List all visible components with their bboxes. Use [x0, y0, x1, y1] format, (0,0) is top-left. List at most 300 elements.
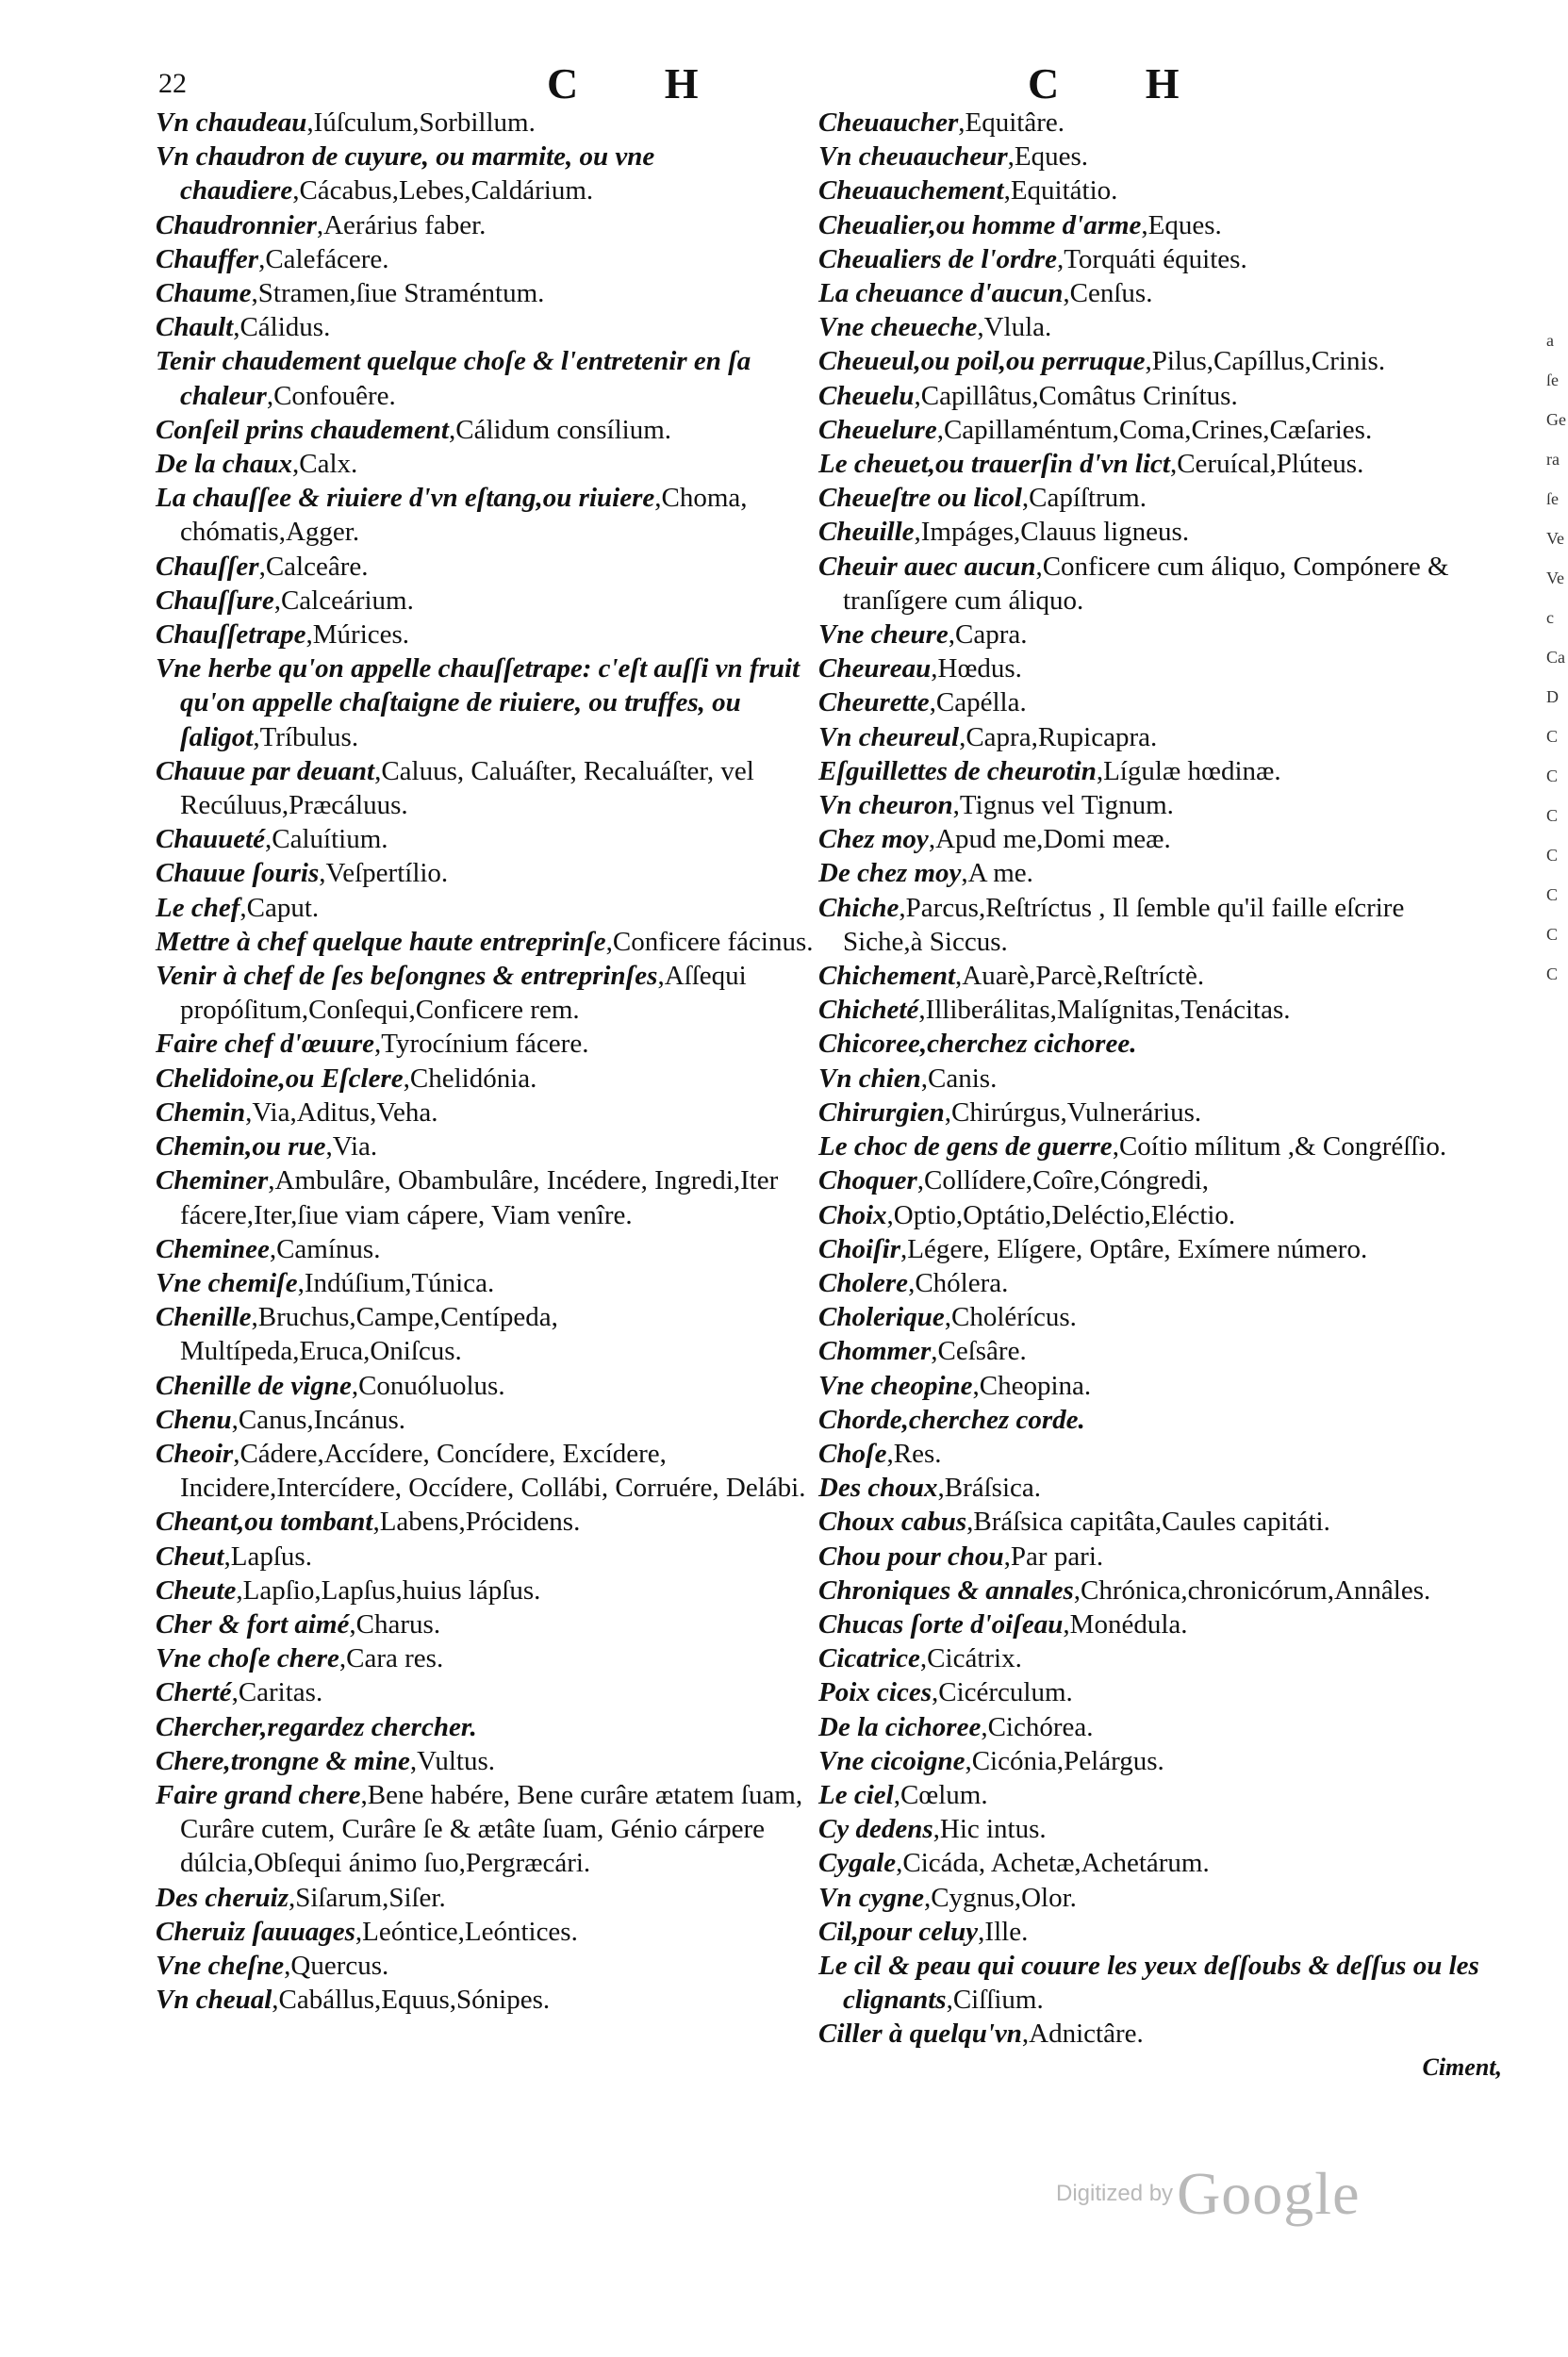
dictionary-entry: Faire chef d'œuure,Tyrocínium fácere.: [156, 1029, 589, 1060]
margin-fragment: ſe: [1546, 489, 1559, 508]
dictionary-entry: Cheueſtre ou licol,Capíſtrum.: [818, 483, 1147, 514]
dictionary-entry: Vn cheuron,Tignus vel Tignum.: [818, 790, 1174, 821]
entry-headword: Chauſſure: [156, 585, 274, 616]
entry-headword: Chirurgien: [818, 1096, 945, 1128]
entry-latin-gloss: Auarè,Parcè,Reſtríctè.: [962, 961, 1205, 992]
entry-headword: Vn cheuaucheur: [818, 141, 1008, 173]
entry-headword: Chauffer: [156, 243, 259, 274]
entry-latin-gloss: Parcus,Reſtríctus , Il ſemble qu'il faille eſcrire Siche,à Siccus.: [843, 892, 1405, 957]
entry-latin-gloss: Bruchus,Campe,Centípeda, Multípeda,Eruca,Oniſcus.: [180, 1302, 558, 1367]
entry-latin-gloss: A me.: [967, 858, 1033, 889]
entry-latin-gloss: Cálidus.: [239, 312, 331, 343]
margin-fragment: c: [1546, 608, 1554, 627]
entry-latin-gloss: Eques.: [1147, 209, 1222, 240]
entry-latin-gloss: Capíſtrum.: [1029, 483, 1147, 514]
entry-latin-gloss: Hœdus.: [937, 653, 1022, 684]
entry-headword: Chauueté: [156, 824, 266, 855]
dictionary-entry: Chere,trongne & mine,Vultus.: [156, 1745, 496, 1776]
entry-headword: Mettre à chef quelque haute entreprinſe: [156, 926, 606, 957]
dictionary-entry: Cheute,Lapſio,Lapſus,huius lápſus.: [156, 1574, 541, 1606]
dictionary-entry: Chauffer,Calefácere.: [156, 243, 389, 274]
entry-latin-gloss: Cicátrix.: [927, 1643, 1022, 1674]
entry-latin-gloss: Légere, Elígere, Optâre, Exímere número.: [907, 1233, 1368, 1264]
dictionary-entry: Cygale,Cicáda, Achetæ,Achetárum.: [818, 1848, 1210, 1879]
entry-headword: Choix: [818, 1199, 887, 1230]
entry-headword: Cherté: [156, 1677, 232, 1708]
dictionary-entry: Vne herbe qu'on appelle chauſſetrape: c'eſt auſſi vn fruit qu'on appelle chaſtaigne de riuiere, ou truffes, ou ſaligot,Tríbulus.: [156, 653, 801, 752]
entry-headword: Cheuauchement: [818, 175, 1004, 206]
dictionary-entry: Chiche,Parcus,Reſtríctus , Il ſemble qu'il faille eſcrire Siche,à Siccus.: [818, 892, 1405, 957]
entry-headword: Poix cices: [818, 1677, 932, 1708]
dictionary-entry: Cheuelure,Capillaméntum,Coma,Crines,Cæſaries.: [818, 414, 1373, 445]
dictionary-entry: Chemin,Via,Aditus,Veha.: [156, 1096, 438, 1128]
entry-headword: Vn chien: [818, 1063, 921, 1094]
dictionary-entry: Chelidoine,ou Eſclere,Chelidónia.: [156, 1063, 537, 1094]
entry-headword: Chez moy: [818, 824, 929, 855]
entry-latin-gloss: Ciſſium.: [952, 1985, 1044, 2016]
dictionary-entry: [818, 1027, 1483, 1061]
entry-latin-gloss: Chrónica,chronicórum,Annâles.: [1081, 1574, 1431, 1606]
dictionary-entry: Cholerique,Cholérícus.: [818, 1302, 1077, 1333]
margin-fragment: C: [1546, 806, 1559, 825]
dictionary-entry: Choix,Optio,Optátio,Deléctio,Eléctio.: [818, 1199, 1236, 1230]
entry-latin-gloss: Equitâre.: [965, 107, 1065, 138]
entry-latin-gloss: Adnictâre.: [1029, 2019, 1144, 2050]
dictionary-entry: Vne choſe chere,Cara res.: [156, 1643, 444, 1674]
entry-latin-gloss: Collídere,Coîre,Cóngredi,: [924, 1165, 1210, 1196]
margin-fragment: C: [1546, 925, 1559, 944]
dictionary-entry: Cheoir,Cádere,Accídere, Concídere, Excídere, Incidere,Intercídere, Occídere, Collábi, Corruére, Delábi.: [156, 1438, 806, 1504]
entry-latin-gloss: Vultus.: [417, 1745, 496, 1776]
entry-latin-gloss: Iúſculum,Sorbillum.: [313, 107, 536, 138]
dictionary-entry: Vn cheureul,Capra,Rupicapra.: [818, 721, 1158, 752]
entry-latin-gloss: Torquáti équites.: [1064, 243, 1247, 274]
entry-latin-gloss: Capra,Rupicapra.: [966, 721, 1158, 752]
entry-latin-gloss: Conficere fácinus.: [612, 926, 814, 957]
entry-latin-gloss: Ambulâre, Obambulâre, Incédere, Ingredi,Iter fácere,Iter,ſiue viam cápere, Viam venîre.: [180, 1165, 779, 1230]
entry-latin-gloss: Cicónia,Pelárgus.: [971, 1745, 1164, 1776]
entry-headword: Cheureau: [818, 653, 932, 684]
entry-headword: Chou pour chou: [818, 1541, 1004, 1572]
entry-headword: Cheminee: [156, 1233, 270, 1264]
margin-fragment: C: [1546, 846, 1559, 865]
running-head-right: C H: [1028, 59, 1217, 107]
entry-headword: Vne choſe chere: [156, 1643, 339, 1674]
entry-headword: Le cheuet,ou trauerſin d'vn lict: [818, 449, 1170, 480]
entry-headword: Cheuelure: [818, 414, 937, 445]
entry-latin-gloss: Via,Aditus,Veha.: [252, 1096, 438, 1128]
dictionary-entry: Cicatrice,Cicátrix.: [818, 1643, 1022, 1674]
entry-latin-gloss: Lapſus.: [230, 1541, 312, 1572]
entry-headword: Cher & fort aimé: [156, 1608, 350, 1640]
margin-fragment: ſe: [1546, 371, 1559, 389]
entry-headword: Chault: [156, 312, 234, 343]
entry-headword: Cheurette: [818, 687, 930, 718]
entry-headword: Cheueul,ou poil,ou perruque: [818, 346, 1146, 377]
entry-headword: Chiche: [818, 892, 900, 923]
dictionary-entry: La chauſſee & riuiere d'vn eſtang,ou riuiere,Choma, chómatis,Agger.: [156, 483, 748, 548]
adjacent-page-margin-fragments: [1546, 321, 1568, 994]
catchword: Ciment,: [1422, 2053, 1502, 2081]
entry-headword: Cygale: [818, 1848, 897, 1879]
entry-latin-gloss: Impáges,Clauus ligneus.: [920, 517, 1190, 548]
dictionary-entry: Le ciel,Cœlum.: [818, 1779, 988, 1810]
dictionary-entry: Cheuir auec aucun,Conficere cum áliquo, Compónere & tranſígere cum áliquo.: [818, 551, 1449, 616]
dictionary-entry: Vne cheſne,Quercus.: [156, 1950, 389, 1981]
dictionary-entry: Cheureau,Hœdus.: [818, 653, 1022, 684]
margin-fragment: C: [1546, 885, 1559, 904]
dictionary-entry: Choux cabus,Bráſsica capitâta,Caules capitáti.: [818, 1507, 1330, 1538]
dictionary-entry: Cheuaucher,Equitâre.: [818, 107, 1065, 138]
entry-latin-gloss: Bráſsica.: [944, 1473, 1041, 1504]
entry-headword: Chommer: [818, 1336, 932, 1367]
dictionary-entry: Chroniques & annales,Chrónica,chronicórum,Annâles.: [818, 1574, 1431, 1606]
entry-headword: Cheualiers de l'ordre: [818, 243, 1057, 274]
dictionary-entry: Cheruiz ſauuages,Leóntice,Leóntices.: [156, 1916, 578, 1947]
entry-latin-gloss: Chelidónia.: [409, 1063, 537, 1094]
entry-latin-gloss: Calceárium.: [280, 585, 414, 616]
entry-latin-gloss: Tyrocínium fácere.: [381, 1029, 589, 1060]
entry-headword: Faire chef d'œuure: [156, 1029, 374, 1060]
dictionary-entry: Cheminer,Ambulâre, Obambulâre, Incédere, Ingredi,Iter fácere,Iter,ſiue viam cápere, Viam venîre.: [156, 1165, 779, 1230]
dictionary-entry: De chez moy,A me.: [818, 858, 1033, 889]
entry-headword: Chaume: [156, 278, 252, 309]
dictionary-entry: Chirurgien,Chirúrgus,Vulnerárius.: [818, 1096, 1202, 1128]
entry-headword: Cheuelu: [818, 380, 915, 411]
entry-latin-gloss: Monédula.: [1069, 1608, 1188, 1640]
dictionary-entry: Cheut,Lapſus.: [156, 1541, 312, 1572]
entry-latin-gloss: Ille.: [984, 1916, 1029, 1947]
entry-latin-gloss: Lapſio,Lapſus,huius lápſus.: [242, 1574, 541, 1606]
entry-headword: Ciller à quelqu'vn: [818, 2019, 1022, 2050]
entry-latin-gloss: Calceâre.: [265, 551, 369, 582]
entry-latin-gloss: Ceſsâre.: [937, 1336, 1027, 1367]
entry-headword: Vne herbe qu'on appelle chauſſetrape: c'eſt auſſi vn fruit qu'on appelle chaſtaigne de riuiere, ou truffes, ou ſaligot: [156, 653, 801, 752]
entry-headword: Choſe: [818, 1438, 887, 1469]
dictionary-entry: Cheant,ou tombant,Labens,Prócidens.: [156, 1507, 581, 1538]
entry-latin-gloss: Cara res.: [346, 1643, 444, 1674]
entry-headword: Venir à chef de ſes beſongnes & entreprinſes: [156, 961, 658, 992]
dictionary-entry: Conſeil prins chaudement,Cálidum consílium.: [156, 414, 672, 445]
entry-headword: La cheuance d'aucun: [818, 278, 1064, 309]
entry-latin-gloss: Stramen,ſiue Straméntum.: [257, 278, 545, 309]
dictionary-entry: Cheualiers de l'ordre,Torquáti équites.: [818, 243, 1247, 274]
dictionary-entry: Vne cheueche,Vlula.: [818, 312, 1052, 343]
entry-headword: Chauſſetrape: [156, 619, 306, 651]
entry-latin-gloss: Cygnus,Olor.: [931, 1882, 1077, 1913]
entry-latin-gloss: Ceruícal,Plúteus.: [1177, 449, 1364, 480]
entry-latin-gloss: Siſarum,Siſer.: [295, 1882, 446, 1913]
dictionary-entry: Cholere,Chólera.: [818, 1267, 1009, 1298]
dictionary-entry: Eſguillettes de cheurotin,Lígulæ hœdinæ.: [818, 755, 1281, 786]
dictionary-entry: Vne cheure,Capra.: [818, 619, 1028, 651]
dictionary-entry: Chauſſure,Calceárium.: [156, 585, 414, 616]
entry-latin-gloss: Tríbulus.: [259, 721, 359, 752]
entry-latin-gloss: Cichórea.: [987, 1711, 1094, 1742]
entry-latin-gloss: Tignus vel Tignum.: [959, 790, 1174, 821]
entry-latin-gloss: Caluítium.: [272, 824, 388, 855]
entry-headword: Cheminer: [156, 1165, 269, 1196]
margin-fragment: C: [1546, 766, 1559, 785]
right-column: [818, 106, 1483, 2052]
entry-headword: Cheruiz ſauuages: [156, 1916, 355, 1947]
dictionary-entry: Mettre à chef quelque haute entreprinſe,Conficere fácinus.: [156, 926, 814, 957]
entry-latin-gloss: Vlula.: [983, 312, 1052, 343]
entry-latin-gloss: Aerárius faber.: [323, 209, 487, 240]
entry-headword: Conſeil prins chaudement: [156, 414, 449, 445]
entry-latin-gloss: Chirúrgus,Vulnerárius.: [951, 1096, 1202, 1128]
entry-headword: Chauue par deuant: [156, 755, 375, 786]
entry-headword: Chicheté: [818, 995, 919, 1026]
dictionary-entry: Vn chaudeau,Iúſculum,Sorbillum.: [156, 107, 536, 138]
entry-latin-gloss: Caritas.: [238, 1677, 323, 1708]
dictionary-entry: Cil,pour celuy,Ille.: [818, 1916, 1029, 1947]
margin-fragment: D: [1546, 687, 1559, 706]
entry-headword: Chelidoine,ou Eſclere: [156, 1063, 404, 1094]
dictionary-entry: Chauſſetrape,Múrices.: [156, 619, 410, 651]
entry-latin-gloss: Canus,Incánus.: [238, 1404, 406, 1435]
dictionary-entry: Chucas ſorte d'oiſeau,Monédula.: [818, 1608, 1188, 1640]
dictionary-entry: Cherté,Caritas.: [156, 1677, 323, 1708]
dictionary-entry: Des cheruiz,Siſarum,Siſer.: [156, 1882, 446, 1913]
entry-headword: Vne cheure: [818, 619, 949, 651]
entry-latin-gloss: Aſſequi propóſitum,Conſequi,Conficere rem.: [180, 961, 747, 1026]
dictionary-entry: Cy dedens,Hic intus.: [818, 1814, 1047, 1845]
dictionary-entry: Chichement,Auarè,Parcè,Reſtríctè.: [818, 961, 1205, 992]
dictionary-entry: Des choux,Bráſsica.: [818, 1473, 1041, 1504]
entry-headword: Vn chaudron de cuyure, ou marmite, ou vne chaudiere: [156, 141, 655, 206]
entry-headword: Vne cheueche: [818, 312, 978, 343]
entry-latin-gloss: Cabállus,Equus,Sónipes.: [278, 1985, 551, 2016]
dictionary-entry: Chenille,Bruchus,Campe,Centípeda, Multípeda,Eruca,Oniſcus.: [156, 1302, 558, 1367]
entry-headword: Cheueſtre ou licol: [818, 483, 1022, 514]
entry-headword: Le chef: [156, 892, 240, 923]
entry-headword: Le ciel: [818, 1779, 894, 1810]
entry-latin-gloss: Indúſium,Túnica.: [304, 1267, 495, 1298]
entry-headword: Chicoree,cherchez cichoree.: [818, 1029, 1137, 1060]
entry-headword: Cheant,ou tombant: [156, 1507, 373, 1538]
entry-latin-gloss: Caput.: [246, 892, 320, 923]
entry-headword: Tenir chaudement quelque choſe & l'entretenir en ſa chaleur: [156, 346, 751, 411]
margin-fragment: ra: [1546, 450, 1560, 469]
entry-latin-gloss: Par pari.: [1010, 1541, 1104, 1572]
dictionary-entry: Choiſir,Légere, Elígere, Optâre, Exímere número.: [818, 1233, 1368, 1264]
entry-latin-gloss: Apud me,Domi meæ.: [935, 824, 1171, 855]
margin-fragment: C: [1546, 727, 1559, 746]
dictionary-entry: Chauſſer,Calceâre.: [156, 551, 369, 582]
dictionary-entry: Chauueté,Caluítium.: [156, 824, 388, 855]
entry-latin-gloss: Quercus.: [290, 1950, 389, 1981]
entry-headword: Cheuille: [818, 517, 915, 548]
dictionary-entry: [156, 1710, 820, 1744]
entry-headword: Chenille: [156, 1302, 252, 1333]
entry-headword: Cil,pour celuy: [818, 1916, 979, 1947]
entry-headword: Des choux: [818, 1473, 938, 1504]
entry-latin-gloss: Chólera.: [915, 1267, 1009, 1298]
entry-headword: Chenu: [156, 1404, 232, 1435]
dictionary-entry: Chemin,ou rue,Via.: [156, 1131, 378, 1162]
entry-headword: Chichement: [818, 961, 956, 992]
dictionary-entry: De la chaux,Calx.: [156, 449, 358, 480]
watermark-prefix: Digitized by: [1056, 2181, 1174, 2206]
entry-headword: Cheualier,ou homme d'arme: [818, 209, 1142, 240]
margin-fragment: Ve: [1546, 529, 1564, 548]
entry-headword: Cheut: [156, 1541, 224, 1572]
entry-latin-gloss: Cenſus.: [1069, 278, 1153, 309]
dictionary-entry: Vn chaudron de cuyure, ou marmite, ou vne chaudiere,Cácabus,Lebes,Caldárium.: [156, 141, 655, 206]
entry-latin-gloss: Bene habére, Bene curâre ætatem ſuam, Curâre cutem, Curâre ſe & ætâte ſuam, Génio cárpere dúlcia,Obſequi ánimo ſuo,Pergræcári.: [180, 1779, 803, 1879]
dictionary-entry: Le cheuet,ou trauerſin d'vn lict,Ceruícal,Plúteus.: [818, 449, 1364, 480]
dictionary-entry: Chez moy,Apud me,Domi meæ.: [818, 824, 1171, 855]
entry-headword: Vn cygne: [818, 1882, 924, 1913]
entry-latin-gloss: Cicérculum.: [938, 1677, 1073, 1708]
entry-headword: Eſguillettes de cheurotin: [818, 755, 1097, 786]
entry-latin-gloss: Cholérícus.: [951, 1302, 1077, 1333]
entry-headword: Chemin,ou rue: [156, 1131, 326, 1162]
entry-latin-gloss: Cheopina.: [979, 1370, 1092, 1401]
dictionary-entry: Cheuille,Impáges,Clauus ligneus.: [818, 517, 1190, 548]
entry-headword: Chemin: [156, 1096, 246, 1128]
entry-latin-gloss: Canis.: [928, 1063, 998, 1094]
dictionary-entry: Vn chien,Canis.: [818, 1063, 998, 1094]
entry-headword: Vn cheual: [156, 1985, 272, 2016]
entry-headword: Chorde,cherchez corde.: [818, 1404, 1085, 1435]
entry-latin-gloss: Caluus, Caluáſter, Recaluáſter, vel Recúluus,Præcáluus.: [180, 755, 754, 821]
dictionary-entry: Ciller à quelqu'vn,Adnictâre.: [818, 2019, 1144, 2050]
entry-latin-gloss: Veſpertílio.: [325, 858, 449, 889]
dictionary-entry: Le cil & peau qui couure les yeux deſſoubs & deſſus ou les clignants,Ciſſium.: [818, 1950, 1479, 2016]
margin-fragment: a: [1546, 331, 1554, 350]
entry-headword: Vne chemiſe: [156, 1267, 298, 1298]
entry-headword: De chez moy: [818, 858, 962, 889]
entry-headword: Cheoir: [156, 1438, 234, 1469]
entry-headword: Cheuir auec aucun: [818, 551, 1036, 582]
entry-latin-gloss: Capra.: [955, 619, 1028, 651]
entry-latin-gloss: Hic intus.: [939, 1814, 1047, 1845]
entry-headword: Choquer: [818, 1165, 917, 1196]
entry-headword: Cholerique: [818, 1302, 945, 1333]
dictionary-entry: Le chef,Caput.: [156, 892, 320, 923]
dictionary-entry: Vne cheopine,Cheopina.: [818, 1370, 1092, 1401]
margin-fragment: C: [1546, 964, 1559, 983]
dictionary-entry: Choquer,Collídere,Coîre,Cóngredi,: [818, 1165, 1210, 1196]
dictionary-entry: Vn cheual,Cabállus,Equus,Sónipes.: [156, 1985, 551, 2016]
dictionary-entry: Choſe,Res.: [818, 1438, 942, 1469]
dictionary-entry: Venir à chef de ſes beſongnes & entreprinſes,Aſſequi propóſitum,Conſequi,Conficere rem.: [156, 961, 747, 1026]
entry-latin-gloss: Labens,Prócidens.: [379, 1507, 581, 1538]
entry-headword: Faire grand chere: [156, 1779, 361, 1810]
dictionary-entry: Cheueul,ou poil,ou perruque,Pilus,Capíllus,Crinis.: [818, 346, 1386, 377]
dictionary-entry: Le choc de gens de guerre,Coítio mílitum ,& Congréſſio.: [818, 1131, 1447, 1162]
dictionary-entry: Faire grand chere,Bene habére, Bene curâre ætatem ſuam, Curâre cutem, Curâre ſe & ætâte ſuam, Génio cárpere dúlcia,Obſequi ánimo ſuo,Pergræcári.: [156, 1779, 803, 1879]
entry-latin-gloss: Conficere cum áliquo, Compónere & tranſígere cum áliquo.: [843, 551, 1449, 616]
dictionary-entry: Cheuauchement,Equitátio.: [818, 175, 1118, 206]
entry-headword: Cheute: [156, 1574, 237, 1606]
entry-latin-gloss: Capélla.: [935, 687, 1027, 718]
entry-headword: Cheuaucher: [818, 107, 959, 138]
dictionary-entry: Chenu,Canus,Incánus.: [156, 1404, 406, 1435]
running-head-left: C H: [547, 59, 736, 107]
entry-headword: Chauue ſouris: [156, 858, 320, 889]
left-column: [156, 106, 820, 2017]
entry-headword: Vne cicoigne: [818, 1745, 966, 1776]
dictionary-entry: Cheualier,ou homme d'arme,Eques.: [818, 209, 1222, 240]
entry-latin-gloss: Confouêre.: [273, 380, 396, 411]
entry-latin-gloss: Conuóluolus.: [358, 1370, 505, 1401]
entry-headword: Choiſir: [818, 1233, 901, 1264]
dictionary-entry: Tenir chaudement quelque choſe & l'entretenir en ſa chaleur,Confouêre.: [156, 346, 751, 411]
dictionary-entry: De la cichoree,Cichórea.: [818, 1711, 1094, 1742]
entry-headword: Chroniques & annales: [818, 1574, 1074, 1606]
digitization-watermark: [1056, 2159, 1360, 2229]
dictionary-entry: Vn cheuaucheur,Eques.: [818, 141, 1089, 173]
page-number: 22: [158, 68, 187, 99]
dictionary-entry: Cheuelu,Capillâtus,Comâtus Crinítus.: [818, 380, 1238, 411]
entry-latin-gloss: Camínus.: [276, 1233, 381, 1264]
entry-headword: Vne cheopine: [818, 1370, 973, 1401]
dictionary-entry: Chauue par deuant,Caluus, Caluáſter, Recaluáſter, vel Recúluus,Præcáluus.: [156, 755, 754, 821]
dictionary-entry: Chenille de vigne,Conuóluolus.: [156, 1370, 505, 1401]
entry-latin-gloss: Lígulæ hœdinæ.: [1103, 755, 1281, 786]
entry-headword: Chucas ſorte d'oiſeau: [818, 1608, 1064, 1640]
dictionary-entry: Vne cicoigne,Cicónia,Pelárgus.: [818, 1745, 1164, 1776]
entry-latin-gloss: Cácabus,Lebes,Caldárium.: [299, 175, 594, 206]
entry-latin-gloss: Pilus,Capíllus,Crinis.: [1151, 346, 1386, 377]
entry-headword: Cicatrice: [818, 1643, 920, 1674]
dictionary-entry: Chaume,Stramen,ſiue Straméntum.: [156, 278, 545, 309]
entry-headword: Chercher,regardez chercher.: [156, 1711, 477, 1742]
entry-latin-gloss: Optio,Optátio,Deléctio,Eléctio.: [893, 1199, 1236, 1230]
dictionary-entry: Chault,Cálidus.: [156, 312, 331, 343]
entry-headword: Chaudronnier: [156, 209, 317, 240]
entry-headword: Des cheruiz: [156, 1882, 289, 1913]
entry-headword: Vn cheuron: [818, 790, 953, 821]
entry-headword: Chere,trongne & mine: [156, 1745, 410, 1776]
dictionary-entry: Chaudronnier,Aerárius faber.: [156, 209, 487, 240]
entry-latin-gloss: Múrices.: [312, 619, 410, 651]
entry-latin-gloss: Illiberálitas,Malígnitas,Tenácitas.: [925, 995, 1291, 1026]
dictionary-entry: Chommer,Ceſsâre.: [818, 1336, 1027, 1367]
entry-latin-gloss: Cálidum consílium.: [455, 414, 672, 445]
entry-headword: La chauſſee & riuiere d'vn eſtang,ou riuiere: [156, 483, 655, 514]
entry-latin-gloss: Leóntice,Leóntices.: [362, 1916, 578, 1947]
entry-headword: Chauſſer: [156, 551, 259, 582]
entry-latin-gloss: Cádere,Accídere, Concídere, Excídere, Incidere,Intercídere, Occídere, Collábi, Corruére, Delábi.: [180, 1438, 806, 1504]
entry-latin-gloss: Capillâtus,Comâtus Crinítus.: [920, 380, 1238, 411]
entry-headword: De la chaux: [156, 449, 292, 480]
entry-latin-gloss: Calefácere.: [265, 243, 389, 274]
dictionary-entry: [818, 1403, 1483, 1437]
dictionary-entry: Cheminee,Camínus.: [156, 1233, 381, 1264]
dictionary-entry: Cher & fort aimé,Charus.: [156, 1608, 441, 1640]
margin-fragment: Ca: [1546, 648, 1565, 667]
dictionary-entry: Chauue ſouris,Veſpertílio.: [156, 858, 449, 889]
entry-latin-gloss: Cœlum.: [900, 1779, 988, 1810]
entry-latin-gloss: Via.: [332, 1131, 378, 1162]
entry-headword: Vn chaudeau: [156, 107, 307, 138]
entry-headword: Vn cheureul: [818, 721, 960, 752]
entry-latin-gloss: Eques.: [1014, 141, 1089, 173]
dictionary-entry: Poix cices,Cicérculum.: [818, 1677, 1073, 1708]
margin-fragment: Ge: [1546, 410, 1566, 429]
margin-fragment: Ve: [1546, 569, 1564, 587]
entry-headword: Cy dedens: [818, 1814, 933, 1845]
entry-latin-gloss: Cicáda, Achetæ,Achetárum.: [902, 1848, 1210, 1879]
entry-latin-gloss: Bráſsica capitâta,Caules capitáti.: [973, 1507, 1330, 1538]
google-logo: Google: [1177, 2160, 1361, 2227]
entry-headword: Chenille de vigne: [156, 1370, 352, 1401]
entry-headword: Choux cabus: [818, 1507, 967, 1538]
